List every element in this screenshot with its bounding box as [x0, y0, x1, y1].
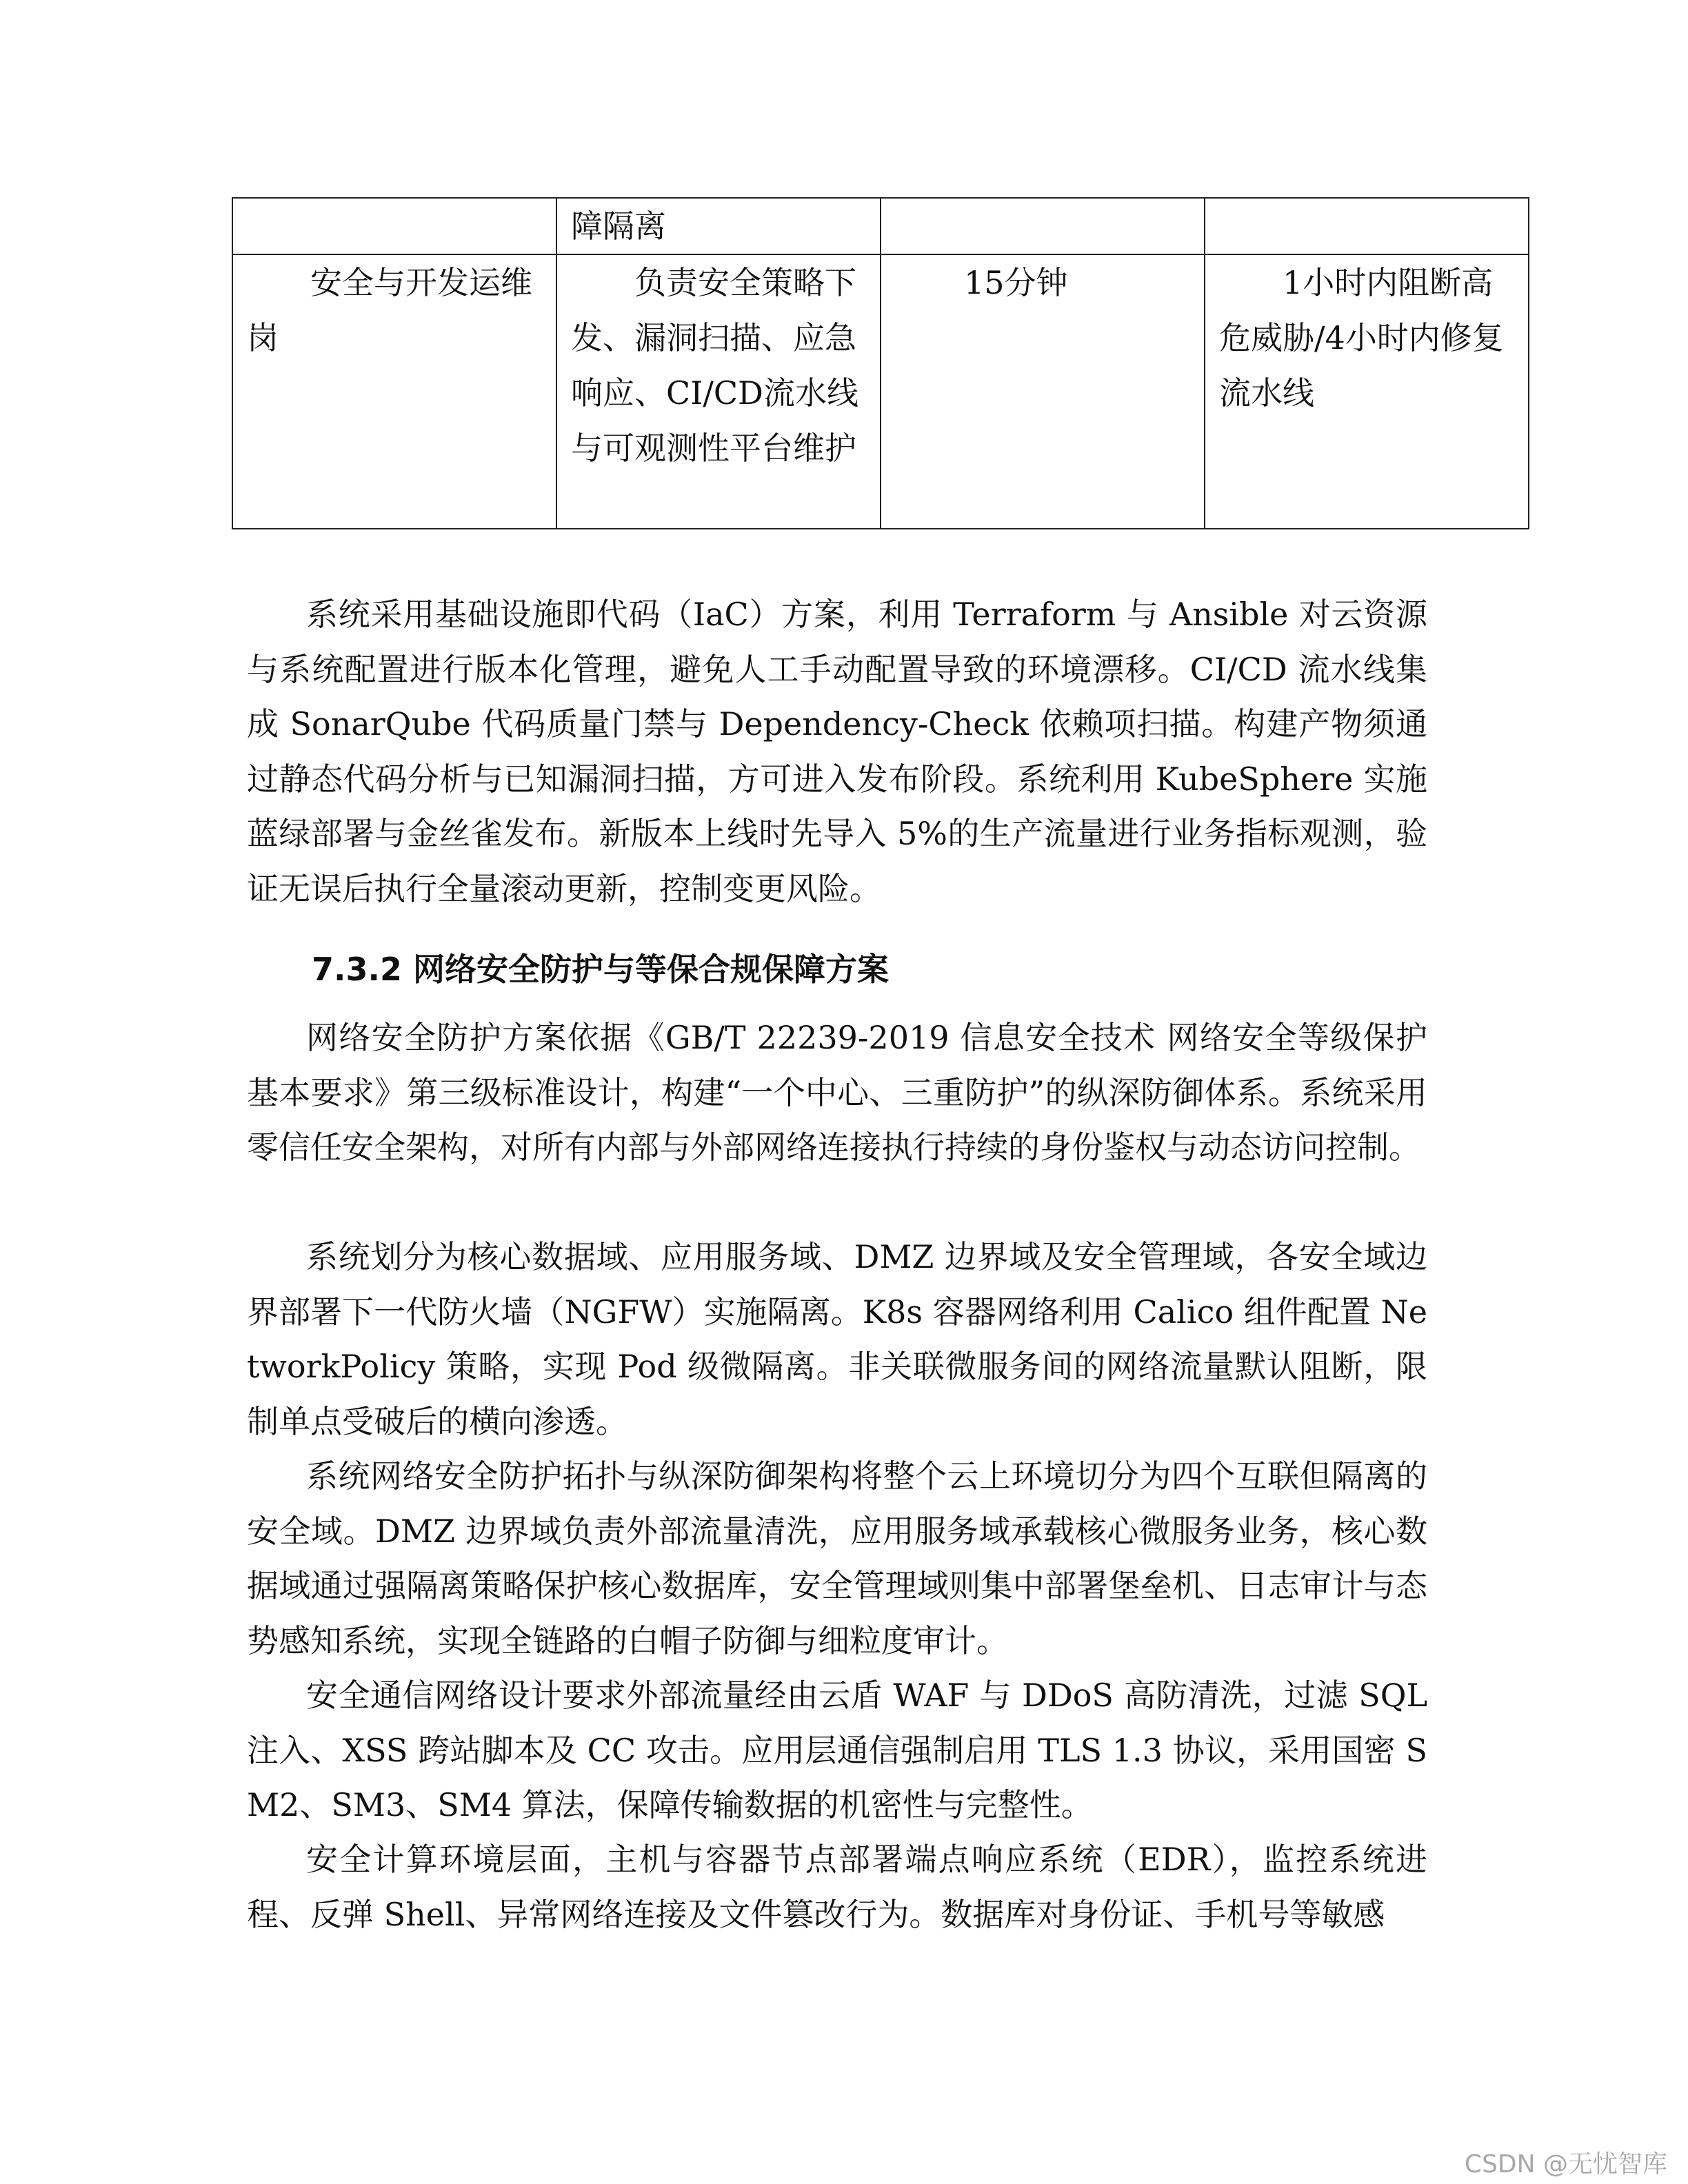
paragraph-computing-environment: 安全计算环境层面，主机与容器节点部署端点响应系统（EDR），监控系统进程、反弹 Shell、异常网络连接及文件篡改行为。数据库对身份证、手机号等敏感 [247, 1841, 1427, 1933]
table-cell [881, 198, 1205, 254]
role-duty-cell: 负责安全策略下发、漏洞扫描、应急响应、CI/CD流水线与可观测性平台维护 [556, 254, 881, 529]
paragraph-topology: 系统网络安全防护拓扑与纵深防御架构将整个云上环境切分为四个互联但隔离的安全域。DMZ 边界域负责外部流量清洗，应用服务域承载核心微服务业务，核心数据域通过强隔离策略保护核心数据库，安全管理域则集中部署堡垒机、日志审计与态势感知系统，实现全链路的白帽子防御与细粒度审计。 [247, 1457, 1427, 1659]
section-heading: 7.3.2 网络安全防护与等保合规保障方案 [312, 951, 889, 988]
response-time-cell: 15分钟 [881, 254, 1205, 529]
table-row [232, 254, 1529, 529]
roles-table [232, 197, 1529, 529]
paragraph-secure-communication: 安全通信网络设计要求外部流量经由云盾 WAF 与 DDoS 高防清洗，过滤 SQL 注入、XSS 跨站脚本及 CC 攻击。应用层通信强制启用 TLS 1.3 协议，采用国密 SM2、SM3、SM4 算法，保障传输数据的机密性与完整性。 [247, 1677, 1427, 1823]
recovery-target-cell: 1小时内阻断高危威胁/4小时内修复流水线 [1205, 254, 1529, 529]
role-name-cell: 安全与开发运维岗 [232, 254, 556, 529]
paragraph-security-domains: 系统划分为核心数据域、应用服务域、DMZ 边界域及安全管理域，各安全域边界部署下一代防火墙（NGFW）实施隔离。K8s 容器网络利用 Calico 组件配置 NetworkPolicy 策略，实现 Pod 级微隔离。非关联微服务间的网络流量默认阻断，限制单点受破后的横向渗透。 [247, 1238, 1427, 1440]
csdn-watermark: CSDN @无忧智库 [1464, 2150, 1667, 2178]
table-cell: 障隔离 [556, 198, 881, 254]
table-cell [1205, 198, 1529, 254]
paragraph-protection-basis: 网络安全防护方案依据《GB/T 22239-2019 信息安全技术 网络安全等级保护基本要求》第三级标准设计，构建“一个中心、三重防护”的纵深防御体系。系统采用零信任安全架构，对所有内部与外部网络连接执行持续的身份鉴权与动态访问控制。 [247, 1019, 1427, 1166]
paragraph-iac: 系统采用基础设施即代码（IaC）方案，利用 Terraform 与 Ansible 对云资源与系统配置进行版本化管理，避免人工手动配置导致的环境漂移。CI/CD 流水线集成 SonarQube 代码质量门禁与 Dependency-Check 依赖项扫描。构建产物须通过静态代码分析与已知漏洞扫描，方可进入发布阶段。系统利用 KubeSphere 实施蓝绿部署与金丝雀发布。新版本上线时先导入 5%的生产流量进行业务指标观测，验证无误后执行全量滚动更新，控制变更风险。 [247, 596, 1427, 907]
table-cell [232, 198, 556, 254]
table-row [232, 198, 1529, 254]
